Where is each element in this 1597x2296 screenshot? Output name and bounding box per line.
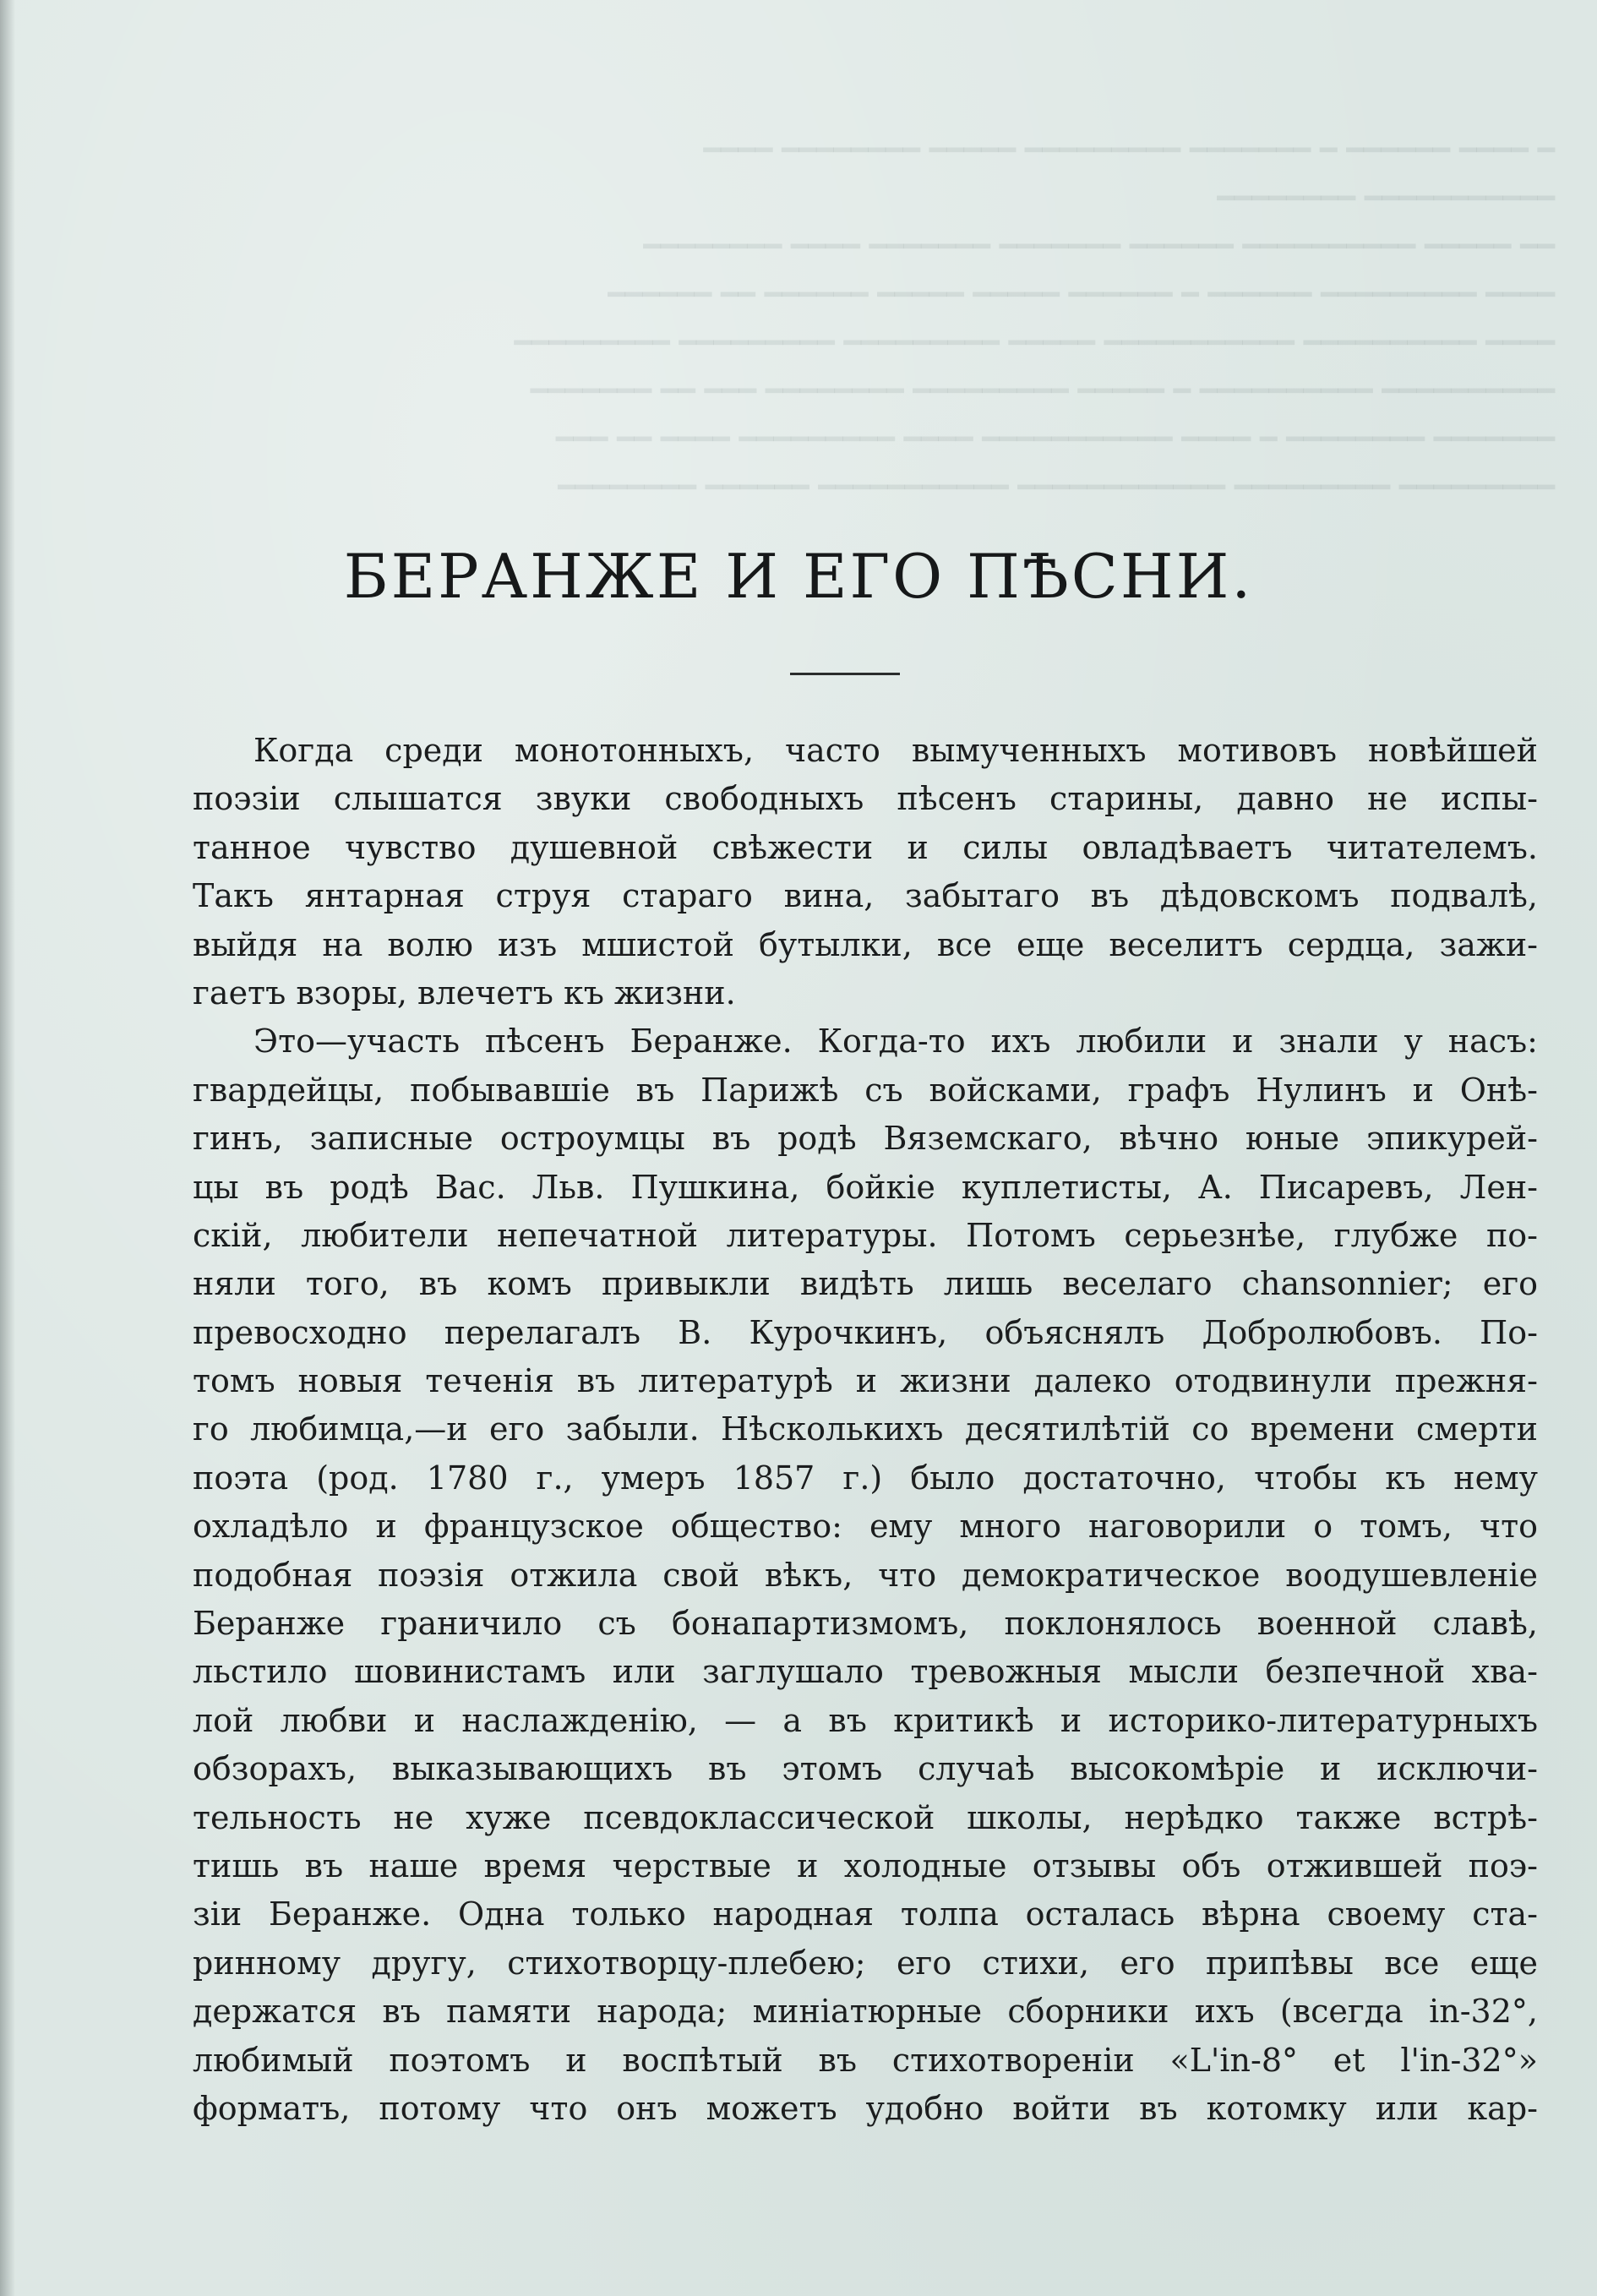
text-line: выйдя на волю изъ мшистой бутылки, все еще веселитъ сердца, зажи- [193, 925, 1538, 963]
page-edge-shadow [0, 0, 15, 2296]
text-line: Когда среди монотонныхъ, часто вымученныхъ мотивовъ новѣйшей [253, 732, 1538, 769]
article-body [193, 727, 1538, 2133]
text-line: Такъ янтарная струя стараго вина, забытаго въ дѣдовскомъ подвалѣ, [193, 877, 1538, 915]
text-line: поэзіи слышатся звуки свободныхъ пѣсенъ старины, давно не испы- [193, 780, 1538, 818]
text-line: гвардейцы, побывавшіе въ Парижѣ съ войсками, графъ Нулинъ и Онѣ- [193, 1071, 1538, 1109]
text-line: лой любви и наслажденію, — а въ критикѣ и историко-литературныхъ [193, 1701, 1538, 1739]
text-line: обзорахъ, выказывающихъ въ этомъ случаѣ высокомѣріе и исключи- [193, 1750, 1538, 1788]
text-line: го любимца,—и его забыли. Нѣсколькихъ десятилѣтій со времени смерти [193, 1410, 1538, 1448]
text-line: ринному другу, стихотворцу-плебею; его стихи, его припѣвы все еще [193, 1944, 1538, 1982]
text-line: Это—участь пѣсенъ Беранже. Когда-то ихъ любили и знали у насъ: [253, 1023, 1538, 1061]
text-line: льстило шовинистамъ или заглушало тревожныя мысли безпечной хва- [193, 1653, 1538, 1691]
text-line: томъ новыя теченія въ литературѣ и жизни далеко отодвинули прежня- [193, 1362, 1538, 1400]
text-line: няли того, въ комъ привыкли видѣть лишь веселаго chansonnier; его [193, 1265, 1538, 1303]
title-divider [790, 673, 900, 675]
text-line: Беранже граничило съ бонапартизмомъ, поклонялось военной славѣ, [193, 1605, 1538, 1643]
text-line: тишь въ наше время черствые и холодные отзывы объ отжившей поэ- [193, 1846, 1538, 1884]
text-line: гаетъ взоры, влечетъ къ жизни. [193, 973, 736, 1012]
text-line: скій, любители непечатной литературы. Потомъ серьезнѣе, глубже по- [193, 1216, 1538, 1254]
text-line: гинъ, записные остроумцы въ родѣ Вяземскаго, вѣчно юные эпикурей- [193, 1120, 1538, 1158]
text-line: охладѣло и французское общество: ему много наговорили о томъ, что [193, 1508, 1538, 1546]
text-line: превосходно перелагалъ В. Курочкинъ, объяснялъ Добролюбовъ. По- [193, 1313, 1538, 1351]
text-line: любимый поэтомъ и воспѣтый въ стихотвореніи «L'in-8° et l'in-32°» [193, 2041, 1538, 2079]
text-line: поэта (род. 1780 г., умеръ 1857 г.) было достаточно, чтобы къ нему [193, 1459, 1538, 1497]
page-title: БЕРАНЖЕ И ЕГО ПѢСНИ. [343, 541, 1254, 612]
text-line: танное чувство душевной свѣжести и силы овладѣваетъ читателемъ. [193, 828, 1538, 866]
text-line: форматъ, потому что онъ можетъ удобно войти въ котомку или кар- [193, 2089, 1538, 2127]
show-through-texture: ━ ━━━━ ━━━━━━ ━ ━━━━━━━ ━━━━━━━━━ ━━━━━ ━━━━━━━━ ━━━━ ━━━━━━━━━━━ ━━━━━━━━ ━━ ━━━━━ ━━━━━━━━━━ ━━━━━━ ━━━━━━━ ━━━━━━━ ━━━━ ━━━━━━━━ ━━━━ ━━━━━━━━━ ━━━━━━ ━ ━━━━━━ ━━━━━ ━━━━━ ━━━━━━ ━━ ━━━━━━ ━━━━ ━━━━━━━━━━ ━━━━━━━━━━━ ━━━━━ ━━━━━━━━━ ━━━━━━━━━ ━━━━━━━━━ ━━━━━━━━━━ ━━━━━━━━━━ ━ ━━━━━ ━━━━━━━━━ ━━━━━━━━ ━━━ ━━ ━━━━━━━ ━━━━━━━ ━━━━━━━━ ━ ━━━━ ━━━━━━━━━━━ ━━━━ ━━━━━━━━━ ━━━━ ━━ ━━━ ━━━━━━━━━ ━━━━━━━━━ ━━━━━━━━━━━━ ━━━━━━━━━━━ ━━━━━━ ━━━━━━━━ [514, 134, 1555, 504]
text-line: цы въ родѣ Вас. Льв. Пушкина, бойкіе куплетисты, А. Писаревъ, Лен- [193, 1168, 1538, 1206]
text-line: зіи Беранже. Одна только народная толпа осталась вѣрна своему ста- [193, 1895, 1538, 1933]
text-line: тельность не хуже псевдоклассической школы, нерѣдко также встрѣ- [193, 1798, 1538, 1836]
text-line: держатся въ памяти народа; миніатюрные сборники ихъ (всегда in-32°, [193, 1993, 1538, 2031]
text-line: подобная поэзія отжила свой вѣкъ, что демократическое воодушевленіе [193, 1556, 1538, 1594]
